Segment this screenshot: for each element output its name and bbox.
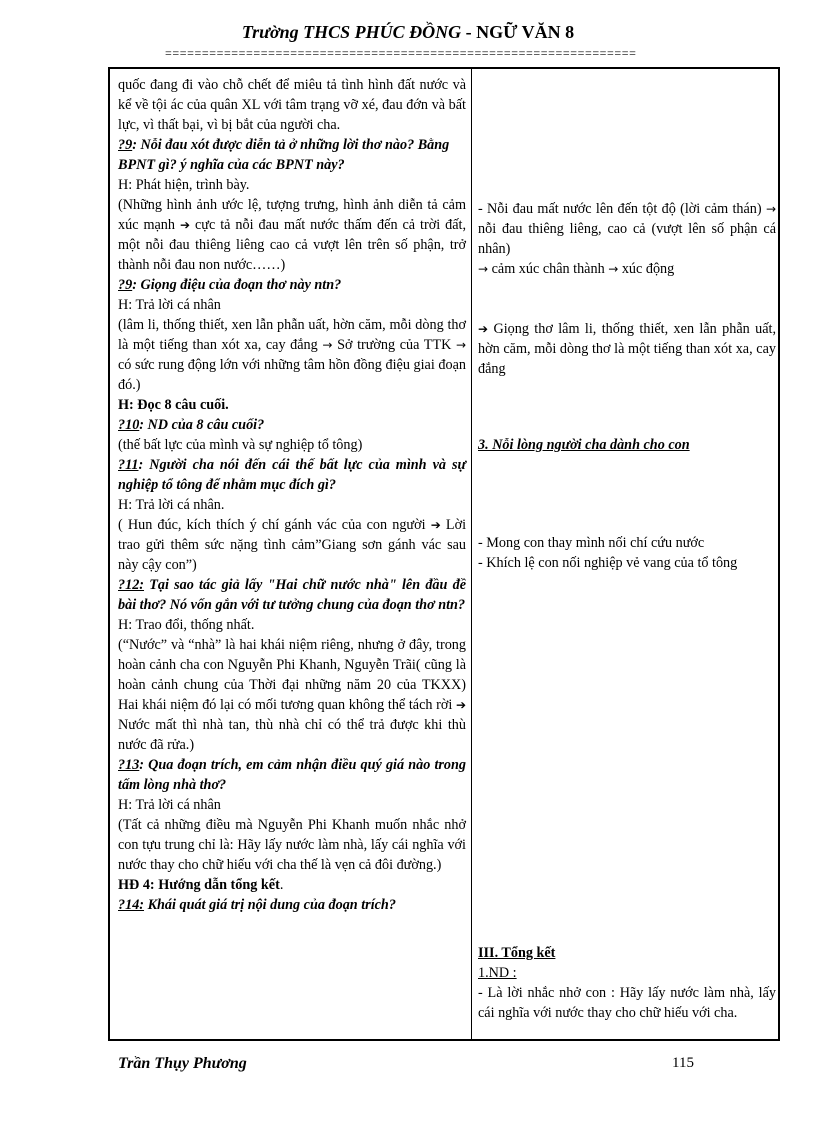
answer-11 bbox=[118, 515, 466, 575]
answer-text: (“Nước” và “nhà” là hai khái niệm riêng, nhưng ở đây, trong hoàn cảnh cha con Nguyễn Phi Khanh, Nguyễn Trãi( cũng là hoàn cảnh chung của Thời đại những năm 20 của TKXX) Hai khái niệm đó lại có mối tương quan không thể tách rời bbox=[118, 637, 466, 713]
question-text: : Nỗi đau xót được diễn tả ở những lời thơ nào? Bằng BPNT gì? ý nghĩa của các BPNT này? bbox=[118, 137, 450, 173]
question-text: : ND của 8 câu cuối? bbox=[139, 417, 265, 433]
header-separator: - bbox=[461, 22, 477, 42]
painful-loss-notes bbox=[478, 199, 776, 279]
note-text: cảm xúc chân thành bbox=[491, 261, 605, 277]
question-number: ?9 bbox=[118, 277, 133, 293]
header-rule: ================================================================ bbox=[165, 46, 637, 60]
section-3-heading bbox=[478, 435, 776, 455]
subsection-title: 1.ND : bbox=[478, 965, 517, 981]
note-line: - Mong con thay mình nối chí cứu nước bbox=[478, 535, 705, 551]
note-line bbox=[478, 319, 776, 379]
subject-name: NGỮ VĂN 8 bbox=[476, 22, 575, 42]
activity-4-tail: . bbox=[279, 877, 284, 893]
author-name: Trần Thụy Phương bbox=[118, 1055, 247, 1072]
answer-text: ( Hun đúc, kích thích ý chí gánh vác của con người bbox=[118, 517, 426, 533]
instruction-11: H: Trả lời cá nhân. bbox=[118, 497, 225, 513]
content-column bbox=[478, 69, 776, 1039]
answer-text: có sức rung động lớn với những tâm hồn đồng điệu giai đoạn đó.) bbox=[118, 357, 466, 393]
arrow-right-icon: → bbox=[765, 202, 776, 216]
answer-9b bbox=[118, 315, 466, 395]
question-number: ?14: bbox=[118, 897, 145, 913]
teacher-student-activity-column bbox=[118, 75, 466, 915]
activity-4 bbox=[118, 875, 466, 895]
question-text: Tại sao tác giả lấy "Hai chữ nước nhà" lên đầu đề bài thơ? Nó vốn gắn với tư tưởng chung của đoạn thơ ntn? bbox=[118, 577, 466, 613]
instruction-13: H: Trả lời cá nhân bbox=[118, 797, 221, 813]
intro-text: quốc đang đi vào chỗ chết để miêu tả tình hình đất nước và kể về tội ác của quân XL với tâm trạng vỡ xé, đau đớn và bất lực, vì thất bại, vì bị bắt của người cha. bbox=[118, 77, 466, 133]
section-title: III. Tổng kết bbox=[478, 945, 556, 961]
question-number: ?10 bbox=[118, 417, 140, 433]
answer-text: Sở trường của TTK bbox=[337, 337, 452, 353]
tone-notes bbox=[478, 319, 776, 379]
question-9a bbox=[118, 135, 466, 175]
arrow-right-icon: → bbox=[322, 338, 333, 352]
arrow-right-icon: ➔ bbox=[478, 322, 489, 336]
arrow-right-icon: → bbox=[608, 262, 619, 276]
question-14 bbox=[118, 895, 466, 915]
question-number: ?11 bbox=[118, 457, 139, 473]
question-text: : Giọng điệu của đoạn thơ này ntn? bbox=[132, 277, 342, 293]
note-text: Giọng thơ lâm li, thống thiết, xen lẫn phẫn uất, hờn căm, mỗi dòng thơ là một tiếng than xót xa, cay đắng bbox=[478, 321, 776, 377]
section-title: 3. Nỗi lòng người cha dành cho con bbox=[478, 437, 690, 453]
arrow-right-icon: ➔ bbox=[455, 698, 466, 712]
note-text: - Nỗi đau mất nước lên đến tột độ (lời cảm thán) bbox=[478, 201, 762, 217]
question-13 bbox=[118, 755, 466, 795]
activity-4-label: HĐ 4: Hướng dẫn tổng kết bbox=[118, 877, 280, 893]
note-text: xúc động bbox=[621, 261, 675, 277]
school-name: Trường THCS PHÚC ĐỒNG bbox=[241, 22, 462, 42]
summary-text: - Là lời nhắc nhở con : Hãy lấy nước làm nhà, lấy cái nghĩa với nước thay cho chữ hiếu với cha. bbox=[478, 985, 776, 1021]
instruction-9a: H: Phát hiện, trình bày. bbox=[118, 177, 250, 193]
column-divider bbox=[471, 69, 472, 1039]
arrow-right-icon: ➔ bbox=[179, 218, 190, 232]
question-number: ?13 bbox=[118, 757, 140, 773]
note-text: nỗi đau thiêng liêng, cao cả (vượt lên số phận cá nhân) bbox=[478, 221, 776, 257]
answer-text: (Những hình ảnh ước lệ, tượng trưng, hình ảnh diễn tả cảm xúc mạnh bbox=[118, 197, 466, 233]
instruction-12: H: Trao đổi, thống nhất. bbox=[118, 617, 255, 633]
question-number: ?9 bbox=[118, 137, 133, 153]
read-instruction: H: Đọc 8 câu cuối. bbox=[118, 397, 229, 413]
answer-9a bbox=[118, 195, 466, 275]
summary-section bbox=[478, 943, 776, 1023]
answer-text: cực tả nỗi đau mất nước thấm đến cả trời đất, một nỗi đau thiêng liêng cao cả vượt lên trên số phận, trở thành nỗi đau non nước……) bbox=[118, 217, 467, 273]
answer-text: Nước mất thì nhà tan, thù nhà chỉ có thể trả được khi thù nước đã rửa.) bbox=[118, 717, 466, 753]
question-text: : Qua đoạn trích, em cảm nhận điều quý giá nào trong tấm lòng nhà thơ? bbox=[118, 757, 466, 793]
question-text: : Người cha nói đến cái thế bất lực của mình và sự nghiệp tổ tông để nhằm mục đích gì? bbox=[118, 457, 466, 493]
answer-10: (thế bất lực của mình và sự nghiệp tổ tông) bbox=[118, 437, 363, 453]
father-wishes-notes bbox=[478, 533, 776, 573]
instruction-9b: H: Trả lời cá nhân bbox=[118, 297, 221, 313]
question-9b bbox=[118, 275, 466, 295]
question-number: ?12: bbox=[118, 577, 145, 593]
page-header bbox=[0, 22, 816, 43]
question-11 bbox=[118, 455, 466, 495]
note-line bbox=[478, 259, 776, 279]
note-line: - Khích lệ con nối nghiệp vẻ vang của tổ tông bbox=[478, 555, 738, 571]
answer-13: (Tất cả những điều mà Nguyễn Phi Khanh muốn nhắc nhở con tựu trung chỉ là: Hãy lấy nước làm nhà, lấy cái nghĩa với nước thay cho chữ hiếu với cha thế là vẹn cả đôi đường.) bbox=[118, 817, 466, 873]
answer-text: Lời trao gửi thêm sức nặng tình cảm”Giang sơn gánh vác sau này cậy con”) bbox=[118, 517, 467, 573]
answer-12 bbox=[118, 635, 466, 755]
lesson-table bbox=[108, 67, 780, 1041]
arrow-right-icon: → bbox=[478, 262, 489, 276]
question-12 bbox=[118, 575, 466, 615]
arrow-right-icon: ➔ bbox=[430, 518, 441, 532]
question-text: Khái quát giá trị nội dung của đoạn trích? bbox=[144, 897, 396, 913]
note-line bbox=[478, 199, 776, 259]
question-10 bbox=[118, 415, 466, 435]
page-number: 115 bbox=[672, 1055, 694, 1071]
arrow-right-icon: → bbox=[455, 338, 467, 352]
answer-text: (lâm li, thống thiết, xen lẫn phẫn uất, hờn căm, mỗi dòng thơ là một tiếng than xót xa, cay đắng bbox=[118, 317, 466, 353]
